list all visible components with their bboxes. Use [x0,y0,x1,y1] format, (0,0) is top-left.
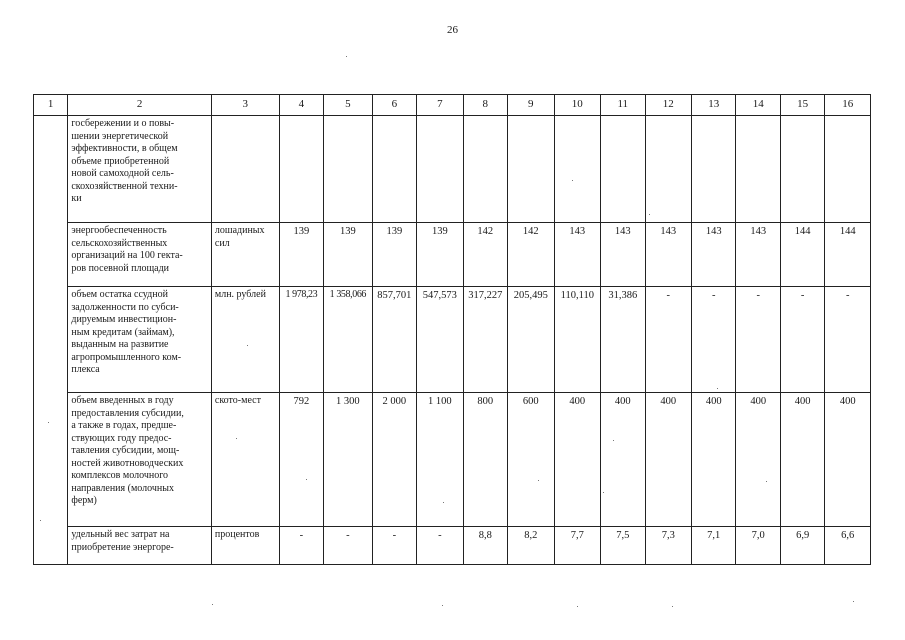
value-cell: - [780,287,824,393]
value-cell: 144 [780,223,824,287]
value-cell: 792 [279,393,323,527]
column-header-8: 8 [463,95,507,116]
page-number: 26 [447,24,458,36]
column-header-1: 1 [34,95,68,116]
indicator-name-line: объем остатка ссудной [71,289,168,300]
value-cell: 143 [645,223,692,287]
indicator-name-line: ствующих году предос- [71,432,172,444]
value-cell: 7,3 [645,527,692,565]
header-row [34,95,871,116]
value-cell: 400 [692,393,736,527]
unit-line: сил [214,237,230,249]
column-header-10: 10 [554,95,601,116]
indicator-name-line: дируемым инвестицион- [71,314,177,325]
indicator-name-line: ностей животноводческих [71,457,184,469]
value-cell [324,116,373,223]
column-header-15: 15 [780,95,824,116]
value-cell: 143 [692,223,736,287]
unit-cell [211,116,279,223]
column-header-16: 16 [825,95,871,116]
indicator-name-line: шении энергетической [71,130,169,142]
table-body [34,116,871,565]
indicator-name-line: эффективности, в общем [71,143,178,154]
indicator-name-line: скохозяйственной техни- [71,180,178,192]
column-header-11: 11 [601,95,645,116]
unit-cell [211,287,279,393]
value-cell: 400 [780,393,824,527]
data-table [33,94,871,565]
indicator-name-line: а также в годах, предше- [71,420,177,431]
indicator-name-line: новой самоходной сель- [71,168,174,179]
table-row [34,223,871,287]
value-cell: 143 [601,223,645,287]
value-cell: - [692,287,736,393]
value-cell: 400 [736,393,780,527]
value-cell: 139 [417,223,464,287]
value-cell [645,116,692,223]
value-cell: 8,2 [508,527,555,565]
indicator-name-line: комплексов молочного [71,470,169,481]
value-cell: 1 100 [417,393,464,527]
indicator-name-line: задолженности по субси- [71,301,179,313]
value-cell: 1 300 [324,393,373,527]
indicator-name-line: объеме приобретенной [71,155,170,167]
indicator-name-line: энергообеспеченность [71,225,167,236]
value-cell: 600 [508,393,555,527]
value-cell: 400 [554,393,601,527]
indicator-name-line: направления (молочных [71,482,174,494]
value-cell [372,116,416,223]
row-number-cell [34,116,68,565]
value-cell: 143 [554,223,601,287]
value-cell [508,116,555,223]
value-cell: 143 [736,223,780,287]
value-cell: 139 [324,223,373,287]
column-header-12: 12 [645,95,692,116]
indicator-name [68,393,212,527]
indicator-name-line: ным кредитам (займам), [71,326,175,338]
value-cell: 1 978,23 [279,287,323,393]
value-cell [825,116,871,223]
value-cell: 1 358,066 [324,287,373,393]
table-row [34,287,871,393]
indicator-name [68,287,212,393]
value-cell: 139 [372,223,416,287]
indicator-name-line: ки [71,193,82,204]
value-cell [417,116,464,223]
indicator-name-line: объем введенных в году [71,395,174,406]
unit-cell [211,223,279,287]
indicator-name-line: агропромышленного ком- [71,351,182,363]
column-header-5: 5 [324,95,373,116]
value-cell: 400 [601,393,645,527]
column-header-7: 7 [417,95,464,116]
indicator-name-line: госбережении и о повы- [71,118,175,129]
indicator-name-line: приобретение энергоре- [71,541,174,553]
value-cell: 110,110 [554,287,601,393]
value-cell: 400 [645,393,692,527]
value-cell: 142 [508,223,555,287]
value-cell: - [645,287,692,393]
column-header-14: 14 [736,95,780,116]
value-cell [554,116,601,223]
value-cell: 547,573 [417,287,464,393]
value-cell [463,116,507,223]
column-header-4: 4 [279,95,323,116]
value-cell: 857,701 [372,287,416,393]
value-cell: - [372,527,416,565]
unit-cell [211,527,279,565]
value-cell: 31,386 [601,287,645,393]
value-cell: 317,227 [463,287,507,393]
indicator-name-line: выданным на развитие [71,339,169,350]
column-header-9: 9 [508,95,555,116]
value-cell: - [825,287,871,393]
value-cell: 8,8 [463,527,507,565]
indicator-name-line: сельскохозяйственных [71,237,168,249]
value-cell: 7,7 [554,527,601,565]
value-cell: 144 [825,223,871,287]
column-header-2: 2 [68,95,212,116]
column-header-3: 3 [211,95,279,116]
indicator-name-line: предоставления субсидии, [71,407,184,419]
indicator-name-line: организаций на 100 гекта- [71,250,183,261]
indicator-name [68,223,212,287]
value-cell: 205,495 [508,287,555,393]
indicator-name-line: тавления субсидии, мощ- [71,445,180,456]
table-row [34,393,871,527]
indicator-name-line: ров посевной площади [71,262,170,274]
unit-line: ското-мест [214,395,261,406]
value-cell: 142 [463,223,507,287]
column-header-6: 6 [372,95,416,116]
indicator-name [68,116,212,223]
value-cell: - [279,527,323,565]
table-row [34,116,871,223]
value-cell: 139 [279,223,323,287]
unit-cell [211,393,279,527]
value-cell: 2 000 [372,393,416,527]
value-cell: - [736,287,780,393]
unit-line: процентов [214,529,260,540]
value-cell: 7,1 [692,527,736,565]
value-cell [601,116,645,223]
indicator-name [68,527,212,565]
value-cell [736,116,780,223]
value-cell: 400 [825,393,871,527]
column-header-13: 13 [692,95,736,116]
table-row [34,527,871,565]
indicator-name-line: ферм) [71,495,97,506]
value-cell: - [324,527,373,565]
indicator-name-line: удельный вес затрат на [71,529,170,540]
unit-line: лошадиных [214,225,265,236]
value-cell [780,116,824,223]
value-cell: 6,6 [825,527,871,565]
value-cell: 7,0 [736,527,780,565]
value-cell: 6,9 [780,527,824,565]
value-cell: 800 [463,393,507,527]
indicator-name-line: плекса [71,364,100,375]
value-cell [692,116,736,223]
value-cell: 7,5 [601,527,645,565]
value-cell [279,116,323,223]
value-cell: - [417,527,464,565]
unit-line: млн. рублей [214,289,266,300]
